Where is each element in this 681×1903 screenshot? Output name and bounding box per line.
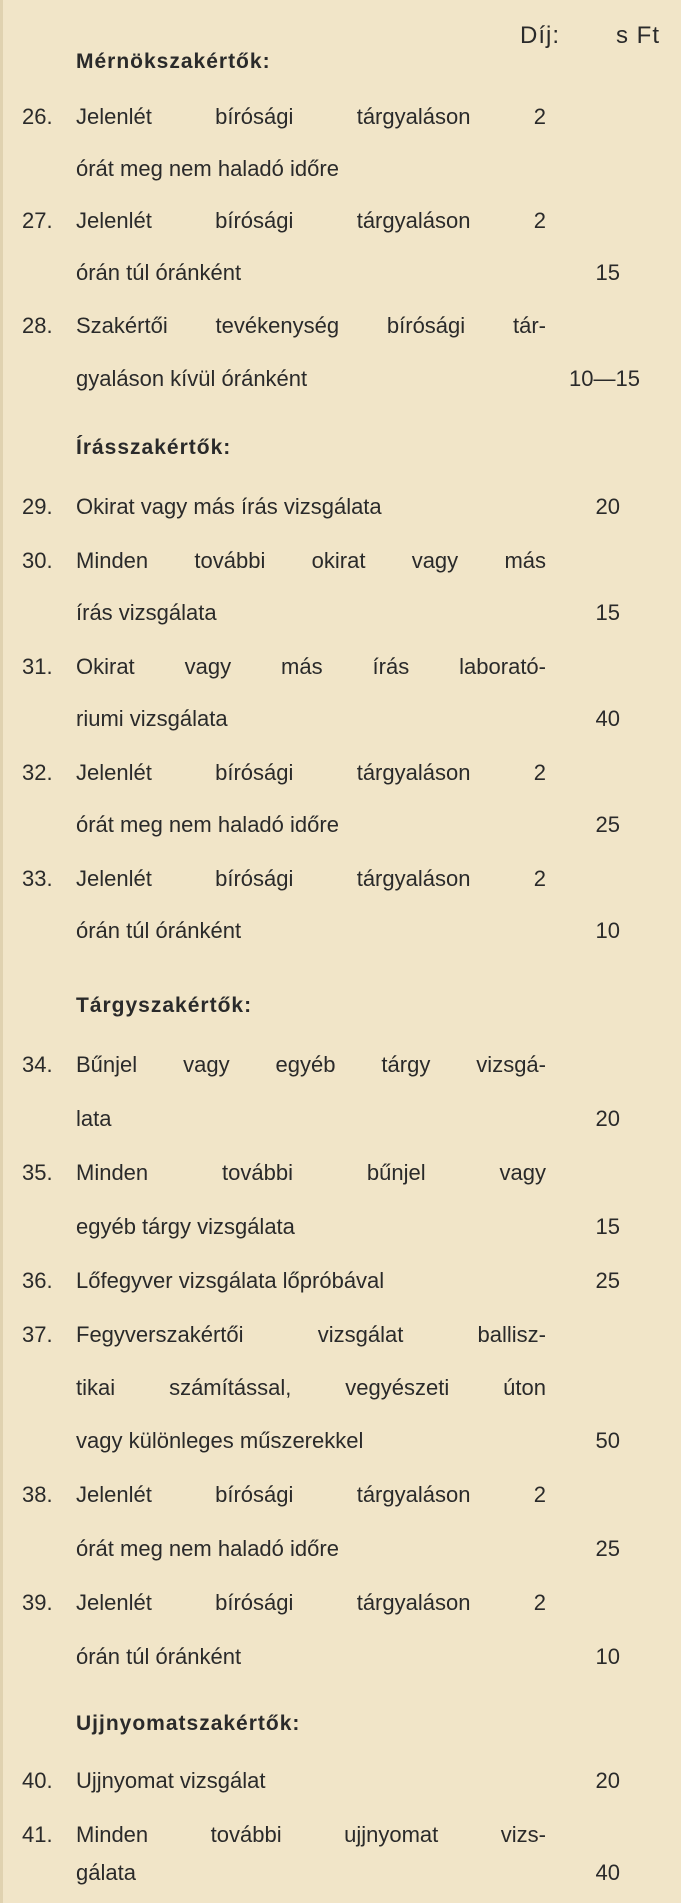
item-text: gyaláson kívül óránként [76, 366, 308, 391]
item-text: Jelenlét bírósági tárgyaláson 2 [76, 104, 546, 129]
item-text: Minden további bűnjel vagy [76, 1160, 546, 1185]
item-text: órát meg nem haladó időre [76, 1536, 339, 1561]
item-value: 15 [595, 1214, 620, 1239]
item-number: 31. [22, 654, 53, 679]
item-text: Okirat vagy más írás vizsgálata [76, 494, 382, 519]
item-value: 10 [595, 918, 620, 943]
item-number: 32. [22, 760, 53, 785]
section-title: Ujjnyomatszakértők: [76, 1712, 301, 1735]
section-title: Tárgyszakértők: [76, 994, 253, 1017]
item-value: 20 [595, 494, 620, 519]
item-number: 36. [22, 1268, 53, 1293]
item-value: 25 [595, 812, 620, 837]
item-text: Lőfegyver vizsgálata lőpróbával [76, 1268, 385, 1293]
item-value: 15 [595, 600, 620, 625]
item-number: 27. [22, 208, 53, 233]
item-number: 35. [22, 1160, 53, 1185]
item-value: 40 [595, 706, 620, 731]
item-text: Ujjnyomat vizsgálat [76, 1768, 266, 1793]
item-text: órán túl óránként [76, 1644, 242, 1669]
item-value: 20 [595, 1768, 620, 1793]
item-text: Fegyverszakértői vizsgálat ballisz- [76, 1322, 546, 1347]
item-number: 38. [22, 1482, 53, 1507]
item-text: Okirat vagy más írás laborató- [76, 654, 546, 679]
item-number: 37. [22, 1322, 53, 1347]
item-number: 34. [22, 1052, 53, 1077]
item-text: Szakértői tevékenység bírósági tár- [76, 313, 546, 338]
item-text: Bűnjel vagy egyéb tárgy vizsgá- [76, 1052, 546, 1077]
unit-label: s Ft [616, 22, 660, 49]
item-text: Jelenlét bírósági tárgyaláson 2 [76, 866, 546, 891]
item-value: 15 [595, 260, 620, 285]
item-value: 25 [595, 1536, 620, 1561]
item-text: írás vizsgálata [76, 600, 217, 625]
item-number: 26. [22, 104, 53, 129]
item-text: Jelenlét bírósági tárgyaláson 2 [76, 1590, 546, 1615]
item-text: órát meg nem haladó időre [76, 812, 339, 837]
item-text: Minden további okirat vagy más [76, 548, 546, 573]
item-text: órán túl óránként [76, 918, 242, 943]
item-value: 25 [595, 1268, 620, 1293]
item-text: Jelenlét bírósági tárgyaláson 2 [76, 208, 546, 233]
item-number: 40. [22, 1768, 53, 1793]
item-number: 33. [22, 866, 53, 891]
item-value: 50 [595, 1428, 620, 1453]
item-text: riumi vizsgálata [76, 706, 228, 731]
item-text: Jelenlét bírósági tárgyaláson 2 [76, 760, 546, 785]
item-text: vagy különleges műszerekkel [76, 1428, 364, 1453]
item-number: 41. [22, 1822, 53, 1847]
column-header [520, 22, 660, 50]
item-text: tikai számítással, vegyészeti úton [76, 1375, 546, 1400]
item-number: 29. [22, 494, 53, 519]
item-number: 30. [22, 548, 53, 573]
item-text: órán túl óránként [76, 260, 242, 285]
item-number: 28. [22, 313, 53, 338]
section-title: Írásszakértők: [76, 436, 232, 459]
item-value: 40 [595, 1860, 620, 1885]
item-text: gálata [76, 1860, 136, 1885]
item-text: Minden további ujjnyomat vizs- [76, 1822, 546, 1847]
item-value: 10—15 [569, 366, 640, 391]
item-value: 20 [595, 1106, 620, 1131]
item-text: lata [76, 1106, 112, 1131]
section-title: Mérnökszakértők: [76, 50, 271, 73]
item-value: 10 [595, 1644, 620, 1669]
item-text: Jelenlét bírósági tárgyaláson 2 [76, 1482, 546, 1507]
page-edge [0, 0, 3, 1903]
item-text: órát meg nem haladó időre [76, 156, 339, 181]
item-number: 39. [22, 1590, 53, 1615]
item-text: egyéb tárgy vizsgálata [76, 1214, 295, 1239]
dij-label: Díj: [520, 22, 560, 49]
